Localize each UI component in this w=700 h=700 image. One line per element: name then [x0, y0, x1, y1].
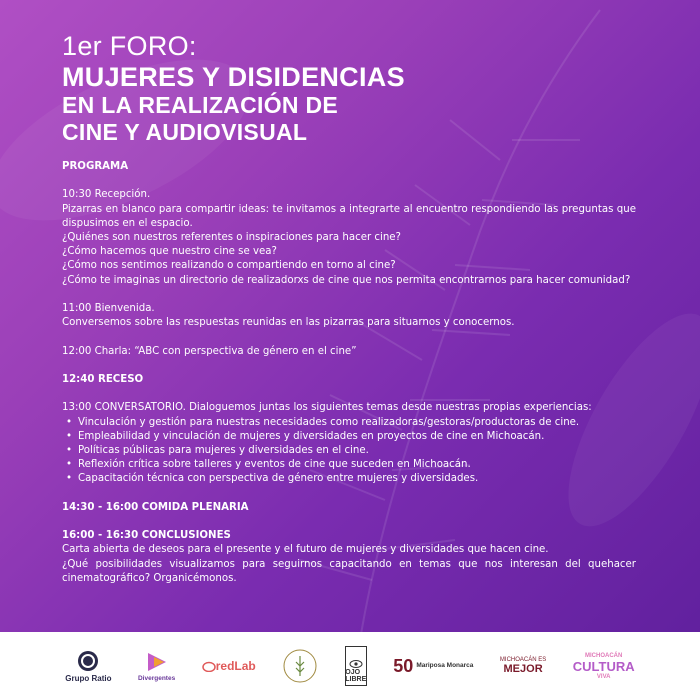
divergentes-logo [138, 651, 175, 682]
eye-icon [349, 659, 363, 669]
mejor-label: MEJOR [503, 663, 543, 675]
cultura-sub-label: VIVA [596, 673, 611, 680]
divergentes-mark-icon [144, 651, 170, 673]
conversatorio-item: • Empleabilidad y vinculación de mujeres y diversidades en proyectos de cine en Michoacán. [76, 430, 636, 444]
conversatorio-item: • Reflexión crítica sobre talleres y eventos de cine que suceden en Michoacán. [76, 458, 636, 472]
cultura-top-label: MICHOACÁN [585, 652, 623, 659]
conversatorio-title: 13:00 CONVERSATORIO. Dialoguemos juntas los siguientes temas desde nuestras propias experiencias: [62, 402, 592, 414]
welcome-time: 11:00 Bienvenida. [62, 303, 155, 314]
reception-intro: Pizarras en blanco para compartir ideas: te invitamos a integrarte al encuentro respondiendo las preguntas que dispusimos en el espacio. [62, 203, 636, 229]
conclusions-line-1: Carta abierta de deseos para el presente y el futuro de mujeres y diversidades que hacen cine. [62, 544, 549, 556]
michoacan-mejor-logo [500, 657, 546, 675]
title-line-2: MUJERES Y DISIDENCIAS [62, 62, 405, 92]
divergentes-label: Divergentes [137, 674, 176, 682]
break: 12:40 RECESO [62, 373, 144, 385]
conversatorio-list [62, 416, 636, 487]
question-3: ¿Cómo nos sentimos realizando o compartiendo en torno al cine? [62, 260, 396, 272]
mariposa-monarca-logo [393, 656, 473, 677]
conversatorio-item: • Políticas públicas para mujeres y diversidades en el cine. [76, 444, 636, 458]
welcome-text: Conversemos sobre las respuestas reunidas en las pizarras para situarnos y conocernos. [62, 317, 515, 329]
program-heading: PROGRAMA [62, 161, 129, 172]
title-line-4: CINE Y AUDIOVISUAL [62, 119, 308, 145]
cultura-viva-logo [573, 653, 635, 680]
question-2: ¿Cómo hacemos que nuestro cine se vea? [62, 246, 277, 258]
question-4: ¿Cómo te imaginas un directorio de realizadorxs de cine que nos permita encontrarnos para hacer comunidad? [62, 274, 631, 286]
seal-logo [282, 648, 318, 684]
grupo-ratio-label: Grupo Ratio [65, 673, 112, 683]
question-1: ¿Quiénes son nuestros referentes o inspiraciones para hacer cine? [62, 232, 401, 243]
title-line-3: EN LA REALIZACIÓN DE [62, 92, 339, 118]
ojo-libre-label: OJO LIBRE [345, 669, 367, 683]
sponsor-footer [0, 632, 700, 700]
redlab-label: redLab [215, 659, 256, 673]
title-line-1: 1er FORO: [62, 31, 197, 61]
reception-time: 10:30 Recepción. [62, 189, 151, 201]
fifty-label: 50 [393, 655, 414, 676]
mariposa-label: Mariposa Monarca [416, 662, 474, 669]
conclusions-time: 16:00 - 16:30 CONCLUSIONES [62, 530, 231, 542]
ojo-libre-logo [345, 646, 367, 686]
lunch: 14:30 - 16:00 COMIDA PLENARIA [62, 501, 249, 513]
ratio-circle-icon [77, 650, 99, 672]
redlab-cloud-icon [202, 660, 216, 672]
content [62, 30, 636, 586]
conclusions-line-2: ¿Qué posibilidades visualizamos para seguirnos capacitando en temas que nos interesan del quehacer cinematográfico? Organicémonos. [62, 558, 636, 584]
seal-icon [282, 648, 318, 684]
redlab-logo [202, 659, 256, 673]
mejor-top-label: MICHOACÁN ES [499, 657, 547, 663]
cultura-label: CULTURA [572, 658, 635, 674]
grupo-ratio-logo [65, 650, 111, 683]
conversatorio-item: • Vinculación y gestión para nuestras necesidades como realizadoras/gestoras/productoras de cine. [76, 416, 636, 430]
conversatorio-item: • Capacitación técnica con perspectiva de género entre mujeres y diversidades. [76, 472, 636, 486]
talk: 12:00 Charla: “ABC con perspectiva de género en el cine” [62, 345, 357, 357]
program [62, 160, 636, 586]
